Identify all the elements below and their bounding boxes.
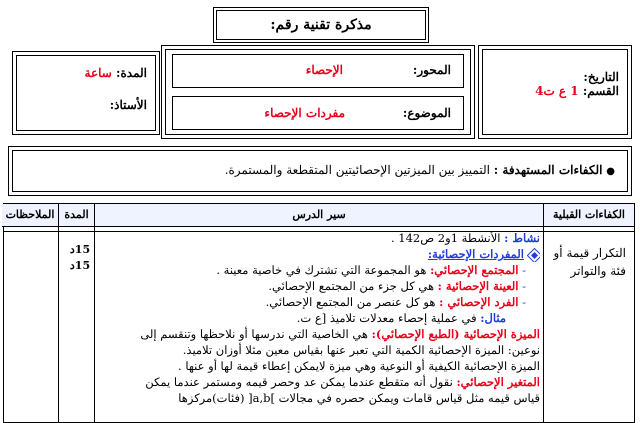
- date-class-box: [482, 49, 628, 135]
- column-divider: [58, 204, 59, 422]
- example-label: مثال:: [480, 311, 506, 325]
- topic-value: مفردات الإحصاء: [264, 106, 345, 120]
- feature-line: نوعين: الميزة الإحصائية الكمية التي تعبر عنها بقياس معين مثلا أوزان تلاميذ.: [182, 343, 540, 357]
- axis-topic-box: [165, 49, 471, 135]
- col-duration-header: المدة: [59, 204, 94, 227]
- competences-box: [12, 150, 628, 192]
- sample-label: العينة الإحصائية :: [437, 279, 519, 293]
- topic-label: الموضوع:: [402, 106, 451, 120]
- prior-line: التكرار قيمة أو: [553, 246, 626, 260]
- col-prior-header: الكفاءات القبلية: [544, 204, 634, 227]
- class-label: القسم:: [582, 84, 619, 98]
- column-divider: [543, 204, 544, 422]
- teacher-label: الأستاذ:: [109, 98, 147, 112]
- feature-line: الميزة الإحصائية الكيفية أو النوعية وهي ميزة لايمكن إعطاء قيمة لها أو عنها .: [178, 359, 540, 373]
- feature-label: الميزة الإحصائية (الطبع الإحصائي):: [371, 327, 540, 341]
- individual-label: الفرد الإحصائي :: [439, 295, 519, 309]
- competences-text: التمييز بين الميزتين الإحصائيتين المتقطعة والمستمرة.: [224, 163, 490, 177]
- population-label: المجتمع الإحصائي:: [430, 263, 519, 277]
- variable-line: قياس قيمه مثل قياس قامات ويمكن حصره في مجالات ]a,b[ (فئات)مركزها: [178, 391, 540, 405]
- class-value: 1 ع ت4: [535, 84, 579, 98]
- lesson-table: [3, 203, 635, 423]
- duration-value: 15د: [69, 243, 91, 256]
- duration-value: ساعة: [84, 66, 112, 80]
- duration-teacher-box: [16, 55, 156, 131]
- bullet-icon: ●: [606, 166, 615, 177]
- variable-label: المتغير الإحصائي:: [456, 375, 540, 389]
- duration-cell: [66, 242, 94, 274]
- example-text: في عملية إحصاء معدلات تلاميذ [ع ت.: [296, 311, 477, 325]
- axis-value: الإحصاء: [305, 63, 343, 77]
- diamond-bullet-icon: [527, 247, 540, 262]
- date-label: التاريخ:: [583, 70, 619, 84]
- individual-text: هو كل عنصر من المجتمع الإحصائي.: [265, 295, 436, 309]
- axis-row: [172, 54, 464, 88]
- duration-value: 15د: [69, 259, 91, 272]
- sample-text: هي كل جزء من المجتمع الإحصائي.: [268, 279, 435, 293]
- activity-text: الأنشطة 1و2 ص142 .: [390, 231, 501, 245]
- feature-text: هي الخاصية التي ندرسها أو نلاحظها وتنقسم إلى: [140, 327, 368, 341]
- page-title: مذكرة تقنية رقم:: [216, 10, 426, 40]
- activity-label: نشاط :: [504, 231, 540, 245]
- prior-knowledge: [548, 244, 626, 280]
- prior-line: فئة والتواتر: [570, 264, 626, 278]
- vocab-title: المفردات الإحصائية:: [427, 247, 524, 261]
- column-divider: [94, 204, 95, 422]
- topic-row: [172, 96, 464, 130]
- lesson-content: نشاط : الأنشطة 1و2 ص142 . المفردات الإحصائية: - المجتمع الإحصائي: هو المجموعة التي تشترك في خاصية معينة . - العينة الإحصائية : هي كل جزء من المجتمع الإحصائي. - الفرد الإحصائي : هو كل عنصر من المجتمع الإحصائي. مثال: في عملية إحصاء معدلات تلاميذ [ع ت. الميزة الإحصائية (الطبع الإحصائي): هي الخاصية التي ندرسها أو نلاحظها وتنقسم إلى نوعين: الميزة الإحصائية الكمية التي تعبر عنها بقياس معين مثلا أوزان تلاميذ. الميزة الإحصائية الكيفية أو النوعية وهي ميزة لايمكن إعطاء قيمة لها أو عنها . المتغير الإحصائي: نقول أنه متقطع عندما يمكن عد وحصر قيمه ومستمر عندما يمكن قياس قيمه مثل قياس قامات ويمكن حصره في مجالات ]a,b[ (فئات)مركزها: [98, 230, 540, 406]
- variable-text: نقول أنه متقطع عندما يمكن عد وحصر قيمه ومستمر عندما يمكن: [145, 375, 453, 389]
- competences-label: الكفاءات المستهدفة :: [493, 163, 603, 177]
- duration-label: المدة:: [116, 66, 147, 80]
- col-lesson-header: سير الدرس: [95, 204, 543, 227]
- axis-label: المحور:: [412, 63, 451, 77]
- col-notes-header: الملاحظات: [2, 204, 58, 227]
- population-text: هو المجموعة التي تشترك في خاصية معينة .: [216, 263, 427, 277]
